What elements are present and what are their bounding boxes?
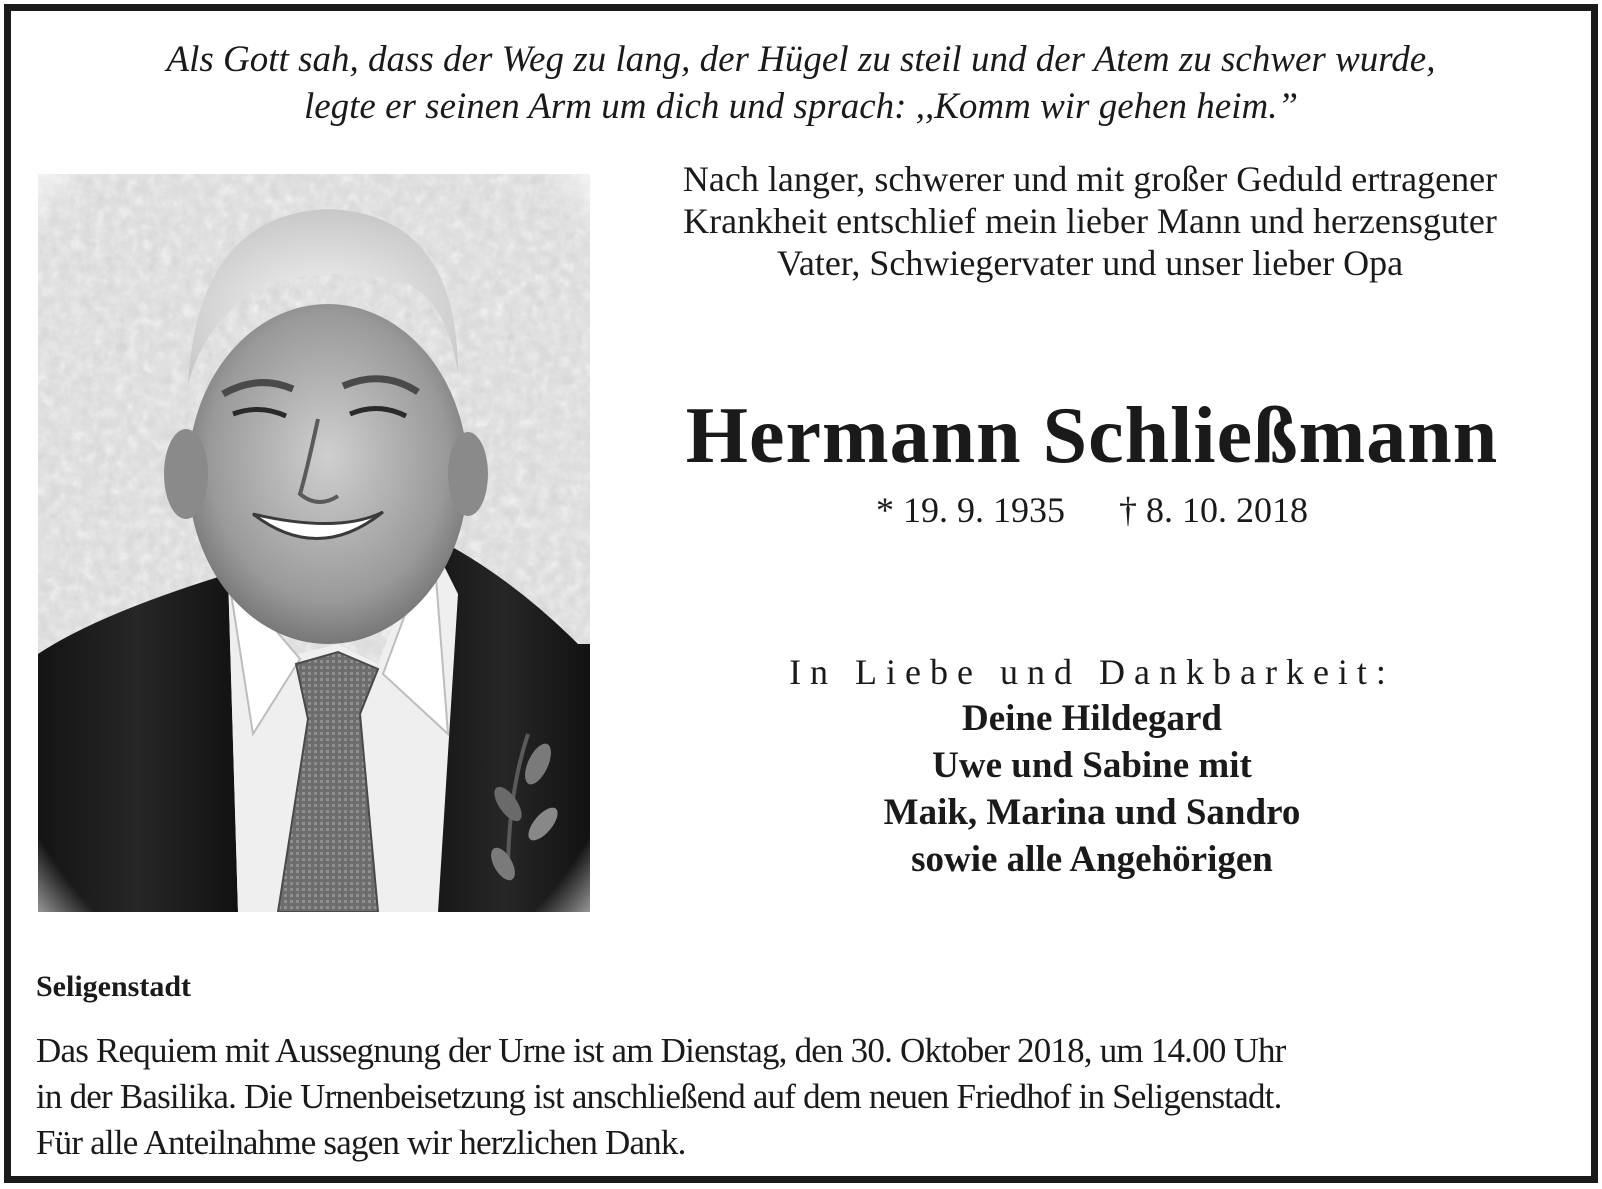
deceased-name: Hermann Schließmann <box>685 392 1499 480</box>
location-heading: Seligenstadt <box>36 970 192 1003</box>
announcement-line: Krankheit entschlief mein lieber Mann und herzensguter <box>683 201 1497 241</box>
mourner-line: Deine Hildegard <box>961 698 1222 739</box>
notice-line: in der Basilika. Die Urnenbeisetzung ist anschließend auf dem neuen Friedhof in Seligenstadt. <box>36 1077 1282 1116</box>
mourner-line: sowie alle Angehörigen <box>911 839 1273 880</box>
notice-line: Für alle Anteilnahme sagen wir herzlichen Dank. <box>36 1123 686 1162</box>
portrait-photo-icon <box>38 174 590 912</box>
funeral-notice <box>36 1028 1576 1166</box>
mourner-line: Maik, Marina und Sandro <box>883 792 1301 833</box>
quote-line: Als Gott sah, dass der Weg zu lang, der Hügel zu steil und der Atem zu schwer wurde, <box>166 39 1436 80</box>
announcement-line: Vater, Schwiegervater und unser lieber Opa <box>776 243 1404 283</box>
mourners-intro: In Liebe und Dankbarkeit: <box>789 652 1395 692</box>
life-dates <box>592 488 1592 532</box>
portrait-photo <box>38 174 590 912</box>
mourner-line: Uwe und Sabine mit <box>932 745 1252 786</box>
announcement-text <box>610 158 1570 284</box>
announcement-line: Nach langer, schwerer und mit großer Geduld ertragener <box>682 159 1498 199</box>
birth-date: * 19. 9. 1935 <box>876 490 1065 530</box>
quote-line: legte er seinen Arm um dich und sprach: ,,Komm wir gehen heim.” <box>303 86 1299 127</box>
death-date: † 8. 10. 2018 <box>1119 490 1308 530</box>
mourners-list <box>592 695 1592 883</box>
notice-line: Das Requiem mit Aussegnung der Urne ist am Dienstag, den 30. Oktober 2018, um 14.00 Uhr <box>36 1031 1286 1070</box>
memorial-quote <box>0 36 1602 130</box>
